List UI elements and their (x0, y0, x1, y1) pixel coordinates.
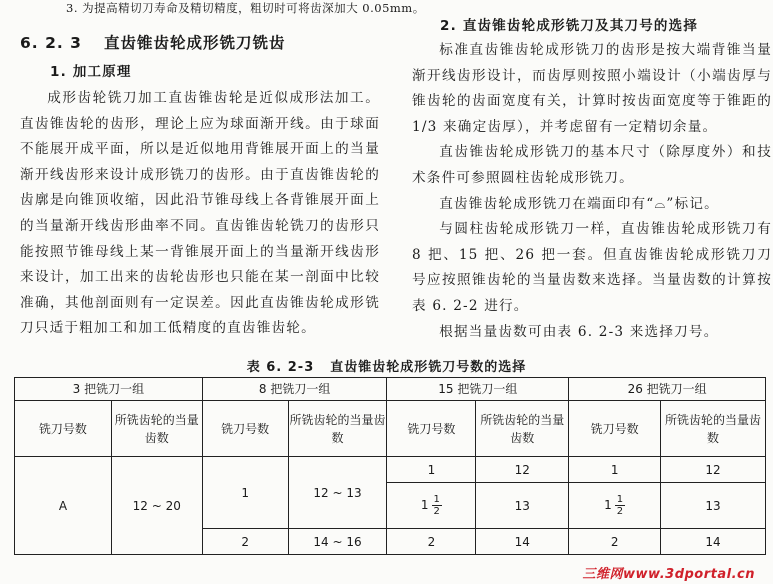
g3-r2-numerator: 1 (433, 494, 440, 505)
g4-r2-whole: 1 (604, 498, 612, 512)
col-header-equivalent-teeth: 所铣齿轮的当量齿数 (476, 401, 569, 457)
table-caption-title: 直齿锥齿轮成形铣刀号数的选择 (330, 360, 527, 375)
col-header-equivalent-teeth: 所铣齿轮的当量齿数 (288, 401, 387, 457)
table-row (15, 457, 766, 483)
g1-cutter: A (15, 457, 112, 555)
g3-r1-teeth: 12 (476, 457, 569, 483)
left-column (20, 28, 380, 342)
col-header-cutter-number: 铣刀号数 (387, 401, 476, 457)
table-column-header-row (15, 401, 766, 457)
cutter-selection-table (14, 377, 766, 555)
group-header-3: 3 把铣刀一组 (15, 378, 203, 401)
right-column (412, 14, 772, 345)
g3-r2-fraction (432, 494, 442, 517)
g4-r1-cutter: 1 (569, 457, 661, 483)
g3-r3-teeth: 14 (476, 529, 569, 555)
g3-r2-cutter (387, 483, 476, 529)
g4-r2-teeth: 13 (661, 483, 766, 529)
g3-r2-teeth: 13 (476, 483, 569, 529)
group-header-15: 15 把铣刀一组 (387, 378, 569, 401)
selection-paragraph-3: 直齿锥齿轮成形铣刀在端面印有“⌓”标记。 (439, 195, 719, 212)
section-heading (20, 28, 380, 58)
selection-paragraph-5: 根据当量齿数可由表 6. 2-3 来选择刀号。 (439, 323, 719, 340)
table-caption-number: 表 6. 2-3 (246, 360, 315, 375)
table-group-header-row (15, 378, 766, 401)
g4-r3-cutter: 2 (569, 529, 661, 555)
selection-paragraph-4: 与圆柱齿轮成形铣刀一样，直齿锥齿轮成形铣刀有 8 把、15 把、26 把一套。但直齿锥齿轮成形铣刀刀号应按照锥齿轮的当量齿数来选择。当量齿数的计算按表 6. 2-2 进行。 (412, 221, 772, 314)
g2-r2-cutter: 2 (202, 529, 288, 555)
col-header-cutter-number: 铣刀号数 (15, 401, 112, 457)
g4-r2-numerator: 1 (616, 494, 624, 505)
group-header-26: 26 把铣刀一组 (569, 378, 766, 401)
group-header-8: 8 把铣刀一组 (202, 378, 387, 401)
g3-r3-cutter: 2 (387, 529, 476, 555)
site-watermark: 三维网www.3dportal.cn (582, 567, 755, 582)
table-caption (0, 356, 773, 375)
section-number: 6. 2. 3 (20, 34, 82, 52)
g2-r1-cutter: 1 (202, 457, 288, 529)
g4-r2-cutter (569, 483, 661, 529)
g4-r3-teeth: 14 (661, 529, 766, 555)
g4-r2-fraction (615, 494, 625, 517)
g2-r2-teeth: 14 ~ 16 (288, 529, 387, 555)
g4-r2-denominator: 2 (616, 506, 624, 517)
g1-teeth: 12 ~ 20 (111, 457, 202, 555)
g4-r1-teeth: 12 (661, 457, 766, 483)
col-header-cutter-number: 铣刀号数 (202, 401, 288, 457)
g3-r2-denominator: 2 (433, 506, 440, 517)
g2-r1-teeth: 12 ~ 13 (288, 457, 387, 529)
subsection-1-title: 1. 加工原理 (50, 64, 132, 80)
col-header-equivalent-teeth: 所铣齿轮的当量齿数 (661, 401, 766, 457)
section-title: 直齿锥齿轮成形铣刀铣齿 (103, 34, 286, 52)
selection-paragraph-1: 标准直齿锥齿轮成形铣刀的齿形是按大端背锥当量渐开线齿形设计，而齿厚则按照小端设计（小端齿厚与锥齿轮的齿面宽度有关，计算时按齿面宽度等于锥距的1/3 来确定齿厚），并考虑留有一定精切余量。 (412, 42, 772, 135)
selection-paragraph-2: 直齿锥齿轮成形铣刀的基本尺寸（除厚度外）和技术条件可参照圆柱齿轮成形铣刀。 (412, 144, 772, 186)
col-header-equivalent-teeth: 所铣齿轮的当量齿数 (111, 401, 202, 457)
col-header-cutter-number: 铣刀号数 (569, 401, 661, 457)
subsection-2-title: 2. 直齿锥齿轮成形铣刀及其刀号的选择 (440, 18, 699, 34)
g3-r1-cutter: 1 (387, 457, 476, 483)
g3-r2-whole: 1 (420, 498, 429, 512)
top-note: 3. 为提高精切刀寿命及精切精度，粗切时可将齿深加大 0.05mm。 (66, 1, 425, 15)
principle-paragraph: 成形齿轮铣刀加工直齿锥齿轮是近似成形法加工。直齿锥齿轮的齿形，理论上应为球面渐开线。由于球面不能展开成平面，所以是近似地用背锥展开面上的当量渐开线齿形来设计成形铣刀的齿形。由于直齿锥齿轮的齿廓是向锥顶收缩，因此沿节锥母线上各背锥展开面上的当量渐开线齿形曲率不同。直齿锥齿轮铣刀的齿形只能按照节锥母线上某一背锥展开面上的当量渐开线齿形来设计，加工出来的齿轮齿形也只能在某一剖面中比较准确，其他剖面则有一定误差。因此直齿锥齿轮成形铣刀只适于粗加工和加工低精度的直齿锥齿轮。 (20, 90, 380, 337)
